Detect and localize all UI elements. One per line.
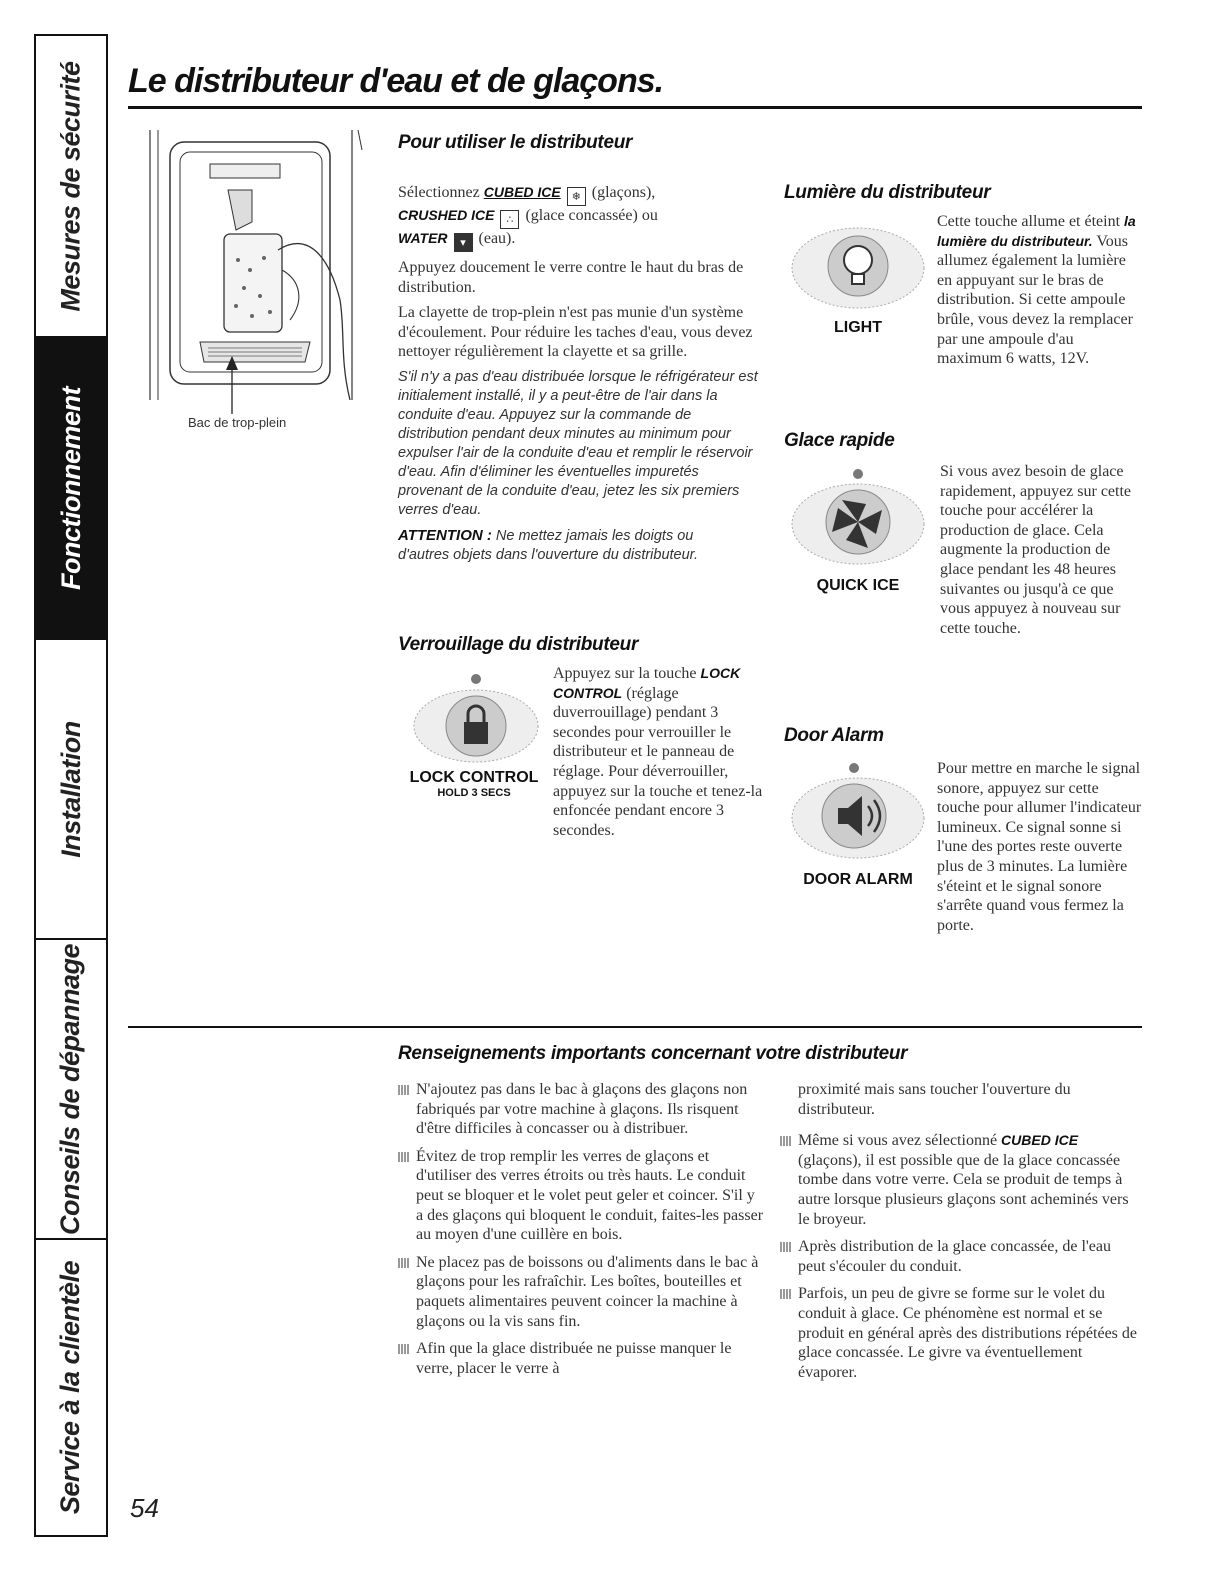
crushed-ice-icon: ∴ bbox=[500, 210, 519, 229]
lock-control-button[interactable] bbox=[400, 664, 548, 814]
door-alarm-button[interactable] bbox=[784, 756, 932, 886]
section-tabs bbox=[34, 34, 108, 1537]
continued-text: proximité mais sans toucher l'ouverture du distributeur. bbox=[798, 1081, 1071, 1118]
light-heading: Lumière du distributeur bbox=[784, 182, 991, 203]
tab-fonctionnement[interactable]: Fonctionnement bbox=[36, 338, 106, 640]
tab-installation[interactable]: Installation bbox=[36, 640, 106, 940]
lock-control-label: LOCK CONTROL bbox=[409, 769, 539, 786]
bullet-icon bbox=[398, 1258, 410, 1268]
bullet-icon bbox=[780, 1136, 792, 1146]
quick-ice-button[interactable] bbox=[784, 462, 932, 592]
selection-paragraph: Sélectionnez CUBED ICE ❄ (glaçons), CRUSHED ICE ∴ (glace concassée) ou WATER ▾ (eau). bbox=[398, 183, 758, 252]
light-text: Cette touche allume et éteint la lumière du distributeur. Vous allumez également la lumière en appuyant sur le bras de distribution. Si cette ampoule brûle, vous devez la remplacer par une ampoule d'au maximum 6 watts, 12V. bbox=[937, 213, 1136, 368]
use-heading: Pour utiliser le distributeur bbox=[398, 132, 633, 153]
lock-control-icon bbox=[400, 664, 548, 764]
info-left-column bbox=[398, 1080, 763, 1386]
bullet-icon bbox=[398, 1085, 410, 1095]
tab-conseils-de-depannage[interactable]: Conseils de dépannage bbox=[36, 940, 106, 1240]
tab-mesures-de-securite[interactable]: Mesures de sécurité bbox=[36, 36, 106, 338]
list-item: Ne placez pas de boissons ou d'aliments dans le bac à glaçons pour les rafraîchir. Les boîtes, bouteilles et paquets alimentaires peuvent coincer la machine à glaçons ou la vis sans fin. bbox=[398, 1253, 763, 1331]
list-item: N'ajoutez pas dans le bac à glaçons des glaçons non fabriqués par votre machine à glaçons. Ils risquent d'être difficiles à concasser ou à distribuer. bbox=[398, 1080, 763, 1139]
page-number: 54 bbox=[130, 1493, 159, 1523]
section-divider bbox=[128, 1026, 1142, 1028]
water-icon: ▾ bbox=[454, 233, 473, 252]
title-rule bbox=[128, 106, 1142, 109]
tab-service-a-la-clientele[interactable]: Service à la clientèle bbox=[55, 1260, 86, 1515]
bullet-icon bbox=[780, 1242, 792, 1252]
quick-ice-heading: Glace rapide bbox=[784, 430, 895, 451]
lock-text: Appuyez sur la touche LOCK CONTROL (réglage duverrouillage) pendant 3 secondes pour verrouiller le distributeur et le panneau de réglage. Pour déverrouiller, appuyez sur la touche et tenez-la enfoncée pendant encore 3 secondes. bbox=[553, 665, 763, 839]
page-title: Le distributeur d'eau et de glaçons. bbox=[128, 62, 664, 100]
quick-ice-text: Si vous avez besoin de glace rapidement, appuyez sur cette touche pour accélérer la production de glace. Cela augmente la production de glace pendant les 48 heures suivantes ou jusqu'à ce que vous appuyez à nouveau sur cette touche. bbox=[940, 463, 1132, 637]
cubed-ice-icon: ❄ bbox=[567, 187, 586, 206]
lock-control-sublabel: HOLD 3 SECS bbox=[437, 787, 511, 799]
use-body: Sélectionnez CUBED ICE ❄ (glaçons), CRUSHED ICE ∴ (glace concassée) ou WATER ▾ (eau). Appuyez doucement le verre contre le haut du bras de distribution. La clayette de trop-plein n'est pas munie d'un système d'écoulement. Pour réduire les taches d'eau, vous devez nettoyer régulièrement la clayette et sa grille. S'il n'y a pas d'eau distribuée lorsque le réfrigérateur est initialement installé, il y a peut-être de l'air dans la conduite d'eau. Appuyez sur la commande de distribution pendant deux minutes au minimum pour expulser l'air de la conduite d'eau et remplir le réservoir d'eau. Afin d'éliminer les éventuelles impuretés provenant de la conduite d'eau, jetez les six premiers verres d'eau. ATTENTION : Ne mettez jamais les doigts ou d'autres objets dans l'ouverture du distributeur. bbox=[398, 184, 758, 563]
light-button[interactable] bbox=[784, 214, 932, 344]
attention-note: ATTENTION : Ne mettez jamais les doigts ou d'autres objets dans l'ouverture du distributeur. bbox=[398, 526, 699, 563]
quick-ice-fan-icon bbox=[784, 462, 932, 572]
bullet-icon bbox=[780, 1289, 792, 1299]
air-note: S'il n'y a pas d'eau distribuée lorsque le réfrigérateur est initialement installé, il y a peut-être de l'air dans la conduite d'eau. Appuyez sur la commande de distribution pendant deux minutes au minimum pour expulser l'air de la conduite d'eau et remplir le réservoir d'eau. Afin d'éliminer les éventuelles impuretés provenant de la conduite d'eau, jetez les six premiers verres d'eau. bbox=[398, 368, 758, 518]
quick-ice-label: QUICK ICE bbox=[816, 577, 900, 594]
overflow-tray-caption: Bac de trop-plein bbox=[188, 415, 287, 430]
door-alarm-heading: Door Alarm bbox=[784, 725, 884, 746]
door-alarm-label: DOOR ALARM bbox=[803, 871, 913, 888]
dispenser-illustration bbox=[140, 130, 370, 430]
list-item: Afin que la glace distribuée ne puisse manquer le verre, placer le verre à bbox=[398, 1339, 763, 1378]
light-bulb-icon bbox=[784, 214, 932, 314]
list-item: Même si vous avez sélectionné CUBED ICE (glaçons), il est possible que de la glace concassée tombe dans votre verre. Cela se produit de temps à autre lorsque plusieurs glaçons sont acheminés vers le broyeur. bbox=[780, 1131, 1142, 1229]
list-item: Parfois, un peu de givre se forme sur le volet du conduit à glace. Ce phénomène est normal et se produit en général après des distributions répétées de glace concassée. Le givre va éventuellement évaporer. bbox=[780, 1284, 1142, 1382]
list-item: Après distribution de la glace concassée, de l'eau peut s'écouler du conduit. bbox=[780, 1237, 1142, 1276]
speaker-icon bbox=[784, 756, 932, 866]
info-right-column bbox=[780, 1080, 1142, 1390]
door-alarm-text: Pour mettre en marche le signal sonore, appuyez sur cette touche pour allumer l'indicateur lumineux. Ce signal sonne si l'une des portes reste ouverte plus de 3 minutes. La lumière s'éteint et le signal sonore s'arrête quand vous fermez la porte. bbox=[937, 760, 1142, 934]
lock-heading: Verrouillage du distributeur bbox=[398, 634, 639, 655]
list-item: Évitez de trop remplir les verres de glaçons et d'utiliser des verres étroits ou très hauts. Le conduit peut se bloquer et le volet peut geler et coincer. S'il y a des glaçons qui bloquent le conduit, faites-les passer au moyen d'une cuillère en bois. bbox=[398, 1147, 763, 1245]
dispenser-drawing bbox=[140, 130, 370, 430]
bullet-icon bbox=[398, 1344, 410, 1354]
bullet-icon bbox=[398, 1152, 410, 1162]
info-heading: Renseignements importants concernant votre distributeur bbox=[398, 1043, 908, 1064]
light-label: LIGHT bbox=[834, 319, 882, 336]
